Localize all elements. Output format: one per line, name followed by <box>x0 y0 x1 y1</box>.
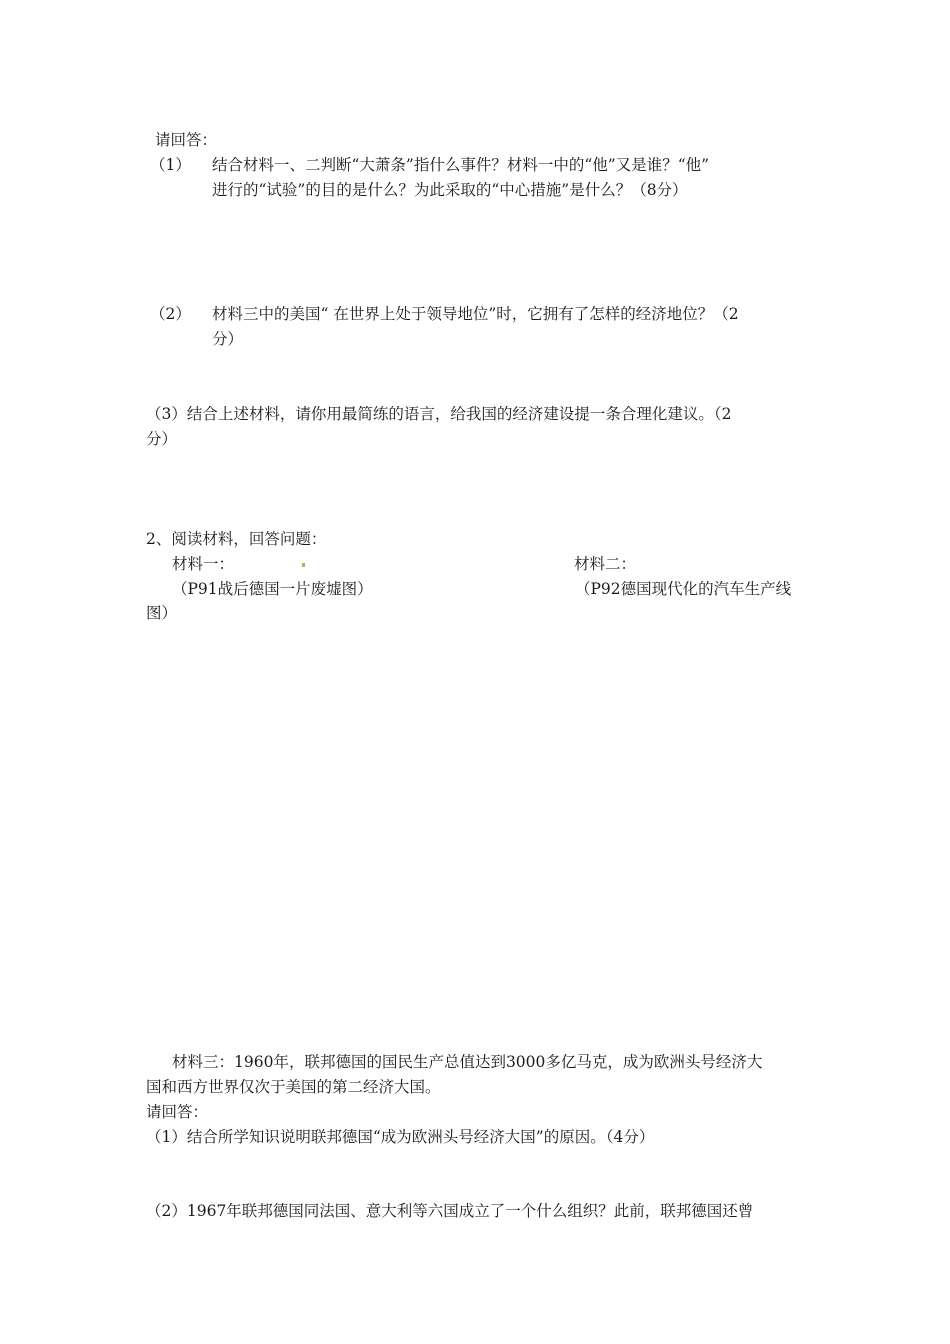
section-2-question-1: （1）结合所学知识说明联邦德国“成为欧洲头号经济大国”的原因。（4分） <box>146 1128 655 1146</box>
answer-prompt-1: 请回答： <box>155 131 218 149</box>
answer-prompt-2: 请回答： <box>146 1103 209 1121</box>
question-1-line-2: 进行的“试验”的目的是什么？为此采取的“中心措施”是什么？（8分） <box>212 181 688 199</box>
question-3-line-1: （3）结合上述材料，请你用最简练的语言，给我国的经济建设提一条合理化建议。（2 <box>146 405 732 423</box>
question-2-number: （2） <box>150 305 191 323</box>
question-2-line-2: 分） <box>212 330 244 348</box>
section-2-heading: 2、阅读材料，回答问题： <box>146 530 327 548</box>
material-1-label: 材料一： <box>172 555 235 573</box>
question-3-line-2: 分） <box>146 430 178 448</box>
material-1-caption: （P91战后德国一片废墟图） <box>172 580 373 598</box>
material-2-caption-line-1: （P92德国现代化的汽车生产线 <box>575 580 792 598</box>
section-2-question-2: （2）1967年联邦德国同法国、意大利等六国成立了一个什么组织？此前，联邦德国还曾 <box>146 1202 754 1220</box>
material-3-line-1: 材料三：1960年，联邦德国的国民生产总值达到3000多亿马克，成为欧洲头号经济大 <box>172 1053 763 1071</box>
material-3-line-2: 国和西方世界仅次于美国的第二经济大国。 <box>146 1078 441 1096</box>
material-2-caption-line-2: 图） <box>146 604 178 622</box>
question-1-number: （1） <box>150 156 191 174</box>
question-2-line-1: 材料三中的美国“ 在世界上处于领导地位”时，它拥有了怎样的经济地位？（2 <box>212 305 739 323</box>
question-1-line-1: 结合材料一、二判断“大萧条”指什么事件？材料一中的“他”又是谁？“他” <box>212 156 710 174</box>
material-2-label: 材料二： <box>574 555 637 573</box>
speck-mark <box>302 563 305 567</box>
